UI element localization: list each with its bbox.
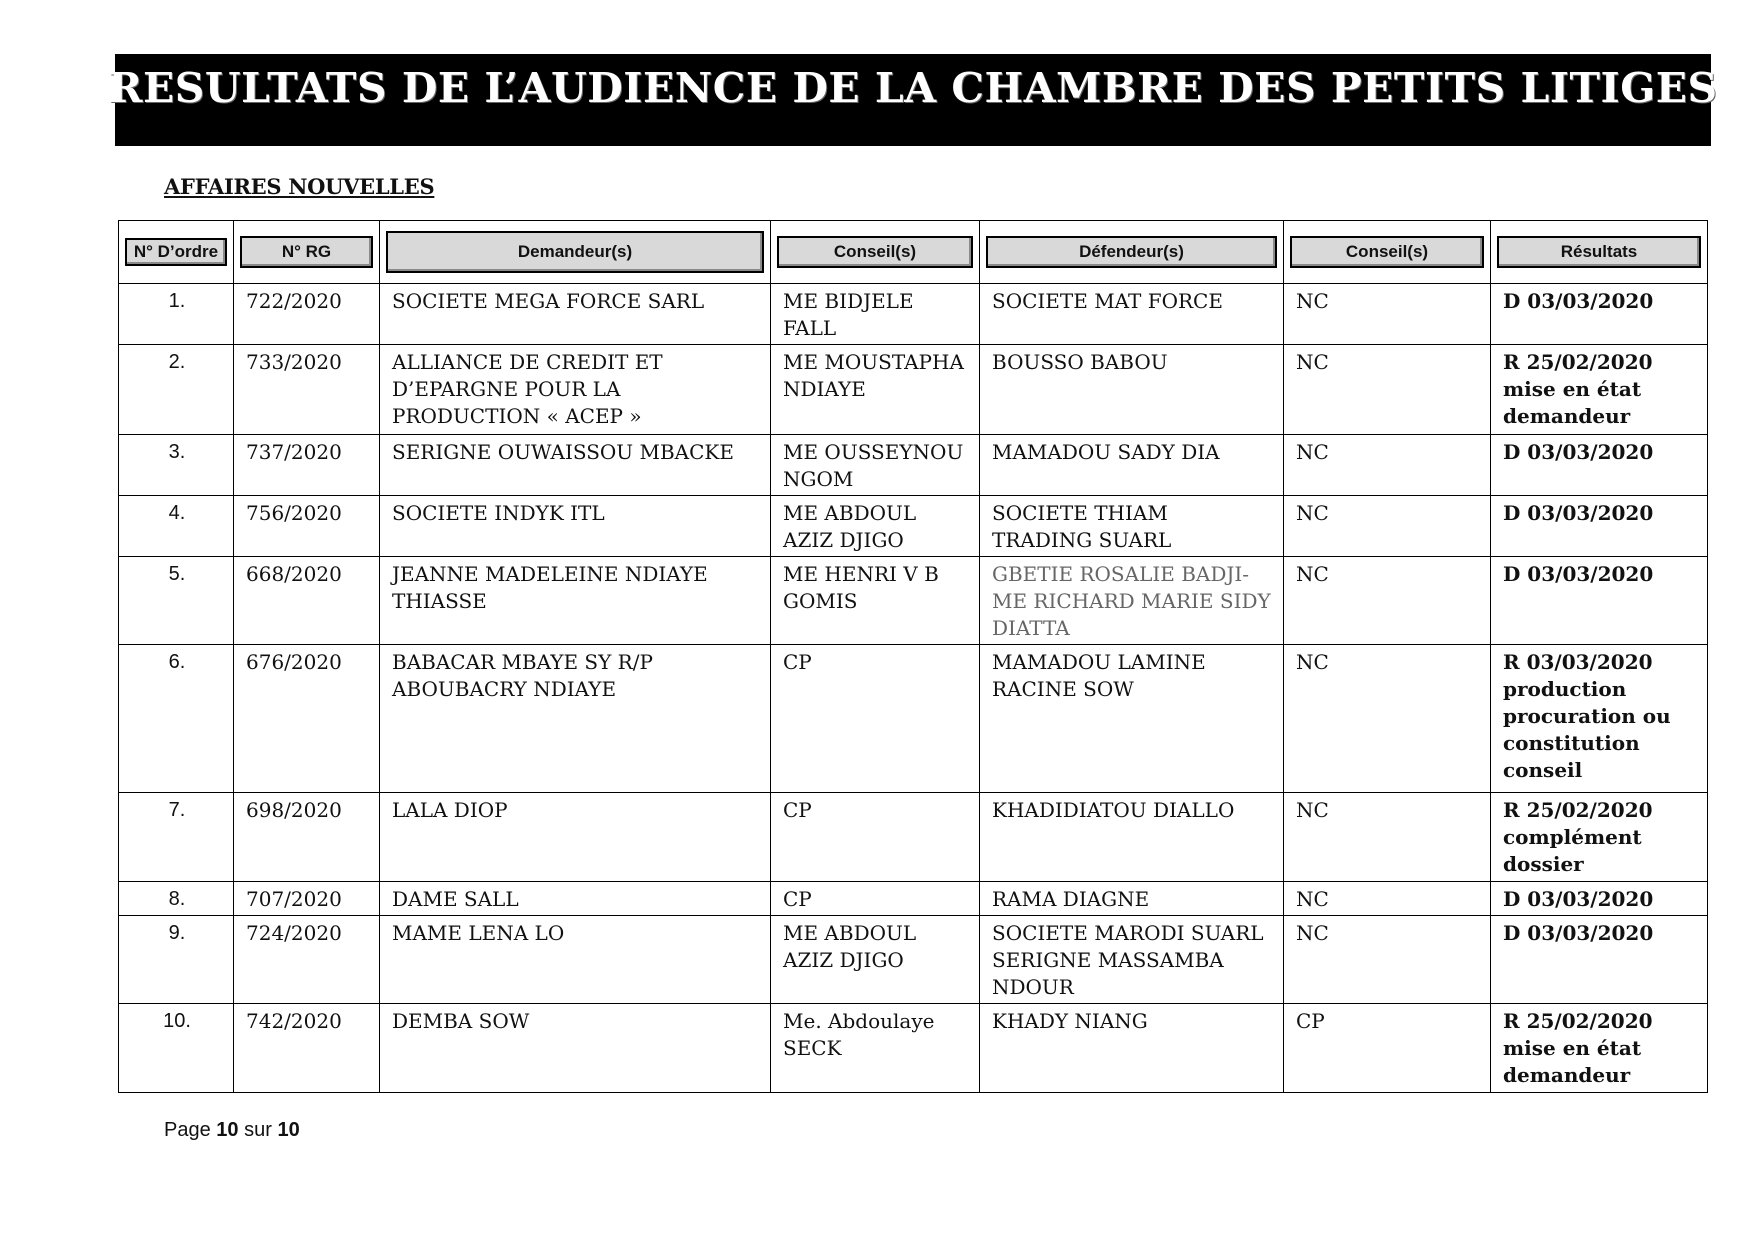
header-rg-cell	[234, 221, 380, 284]
cell-resultat: D 03/03/2020	[1491, 916, 1708, 1004]
cell-demandeur: JEANNE MADELEINE NDIAYE THIASSE	[380, 557, 771, 645]
cell-rg: 733/2020	[234, 345, 380, 435]
table-row	[119, 1004, 1708, 1093]
results-table	[118, 220, 1708, 1093]
cell-defendeur: MAMADOU SADY DIA	[980, 435, 1284, 496]
cell-conseil: ME ABDOUL AZIZ DJIGO	[771, 496, 980, 557]
cell-conseil: CP	[771, 645, 980, 793]
cell-resultat: D 03/03/2020	[1491, 435, 1708, 496]
cell-conseil: ME OUSSEYNOU NGOM	[771, 435, 980, 496]
header-defendeur: Défendeur(s)	[986, 236, 1277, 268]
cell-rg: 737/2020	[234, 435, 380, 496]
table-row	[119, 793, 1708, 882]
cell-resultat: R 25/02/2020 mise en état demandeur	[1491, 345, 1708, 435]
header-conseil1-cell	[771, 221, 980, 284]
table-row	[119, 435, 1708, 496]
cell-resultat: R 25/02/2020 mise en état demandeur	[1491, 1004, 1708, 1093]
cell-conseil-defendeur: NC	[1284, 793, 1491, 882]
cell-resultat: D 03/03/2020	[1491, 284, 1708, 345]
cell-conseil-defendeur: NC	[1284, 916, 1491, 1004]
cell-ordre: 5.	[119, 557, 234, 645]
table-row	[119, 345, 1708, 435]
footer-prefix: Page	[164, 1119, 211, 1141]
header-resultats-cell	[1491, 221, 1708, 284]
table-row	[119, 882, 1708, 916]
cell-ordre: 9.	[119, 916, 234, 1004]
cell-conseil-defendeur: NC	[1284, 882, 1491, 916]
cell-demandeur: SERIGNE OUWAISSOU MBACKE	[380, 435, 771, 496]
cell-defendeur	[980, 916, 1284, 1004]
cell-demandeur: DAME SALL	[380, 882, 771, 916]
cell-defendeur: MAMADOU LAMINE RACINE SOW	[980, 645, 1284, 793]
section-heading: AFFAIRES NOUVELLES	[164, 174, 435, 199]
cell-demandeur: SOCIETE MEGA FORCE SARL	[380, 284, 771, 345]
cell-defendeur: KHADY NIANG	[980, 1004, 1284, 1093]
cell-conseil: Me. Abdoulaye SECK	[771, 1004, 980, 1093]
cell-resultat: D 03/03/2020	[1491, 496, 1708, 557]
footer-middle: sur	[244, 1119, 272, 1141]
cell-resultat: D 03/03/2020	[1491, 557, 1708, 645]
table-row	[119, 645, 1708, 793]
table-row	[119, 496, 1708, 557]
cell-ordre: 4.	[119, 496, 234, 557]
header-ordre: N° D’ordre	[125, 238, 227, 266]
header-demandeur: Demandeur(s)	[386, 231, 764, 273]
page-footer	[164, 1119, 300, 1142]
footer-total-pages: 10	[277, 1119, 300, 1141]
cell-ordre: 10.	[119, 1004, 234, 1093]
defendeur-line: SERIGNE MASSAMBA NDOUR	[992, 948, 1224, 999]
cell-rg: 742/2020	[234, 1004, 380, 1093]
cell-conseil: CP	[771, 882, 980, 916]
cell-rg: 668/2020	[234, 557, 380, 645]
cell-rg: 707/2020	[234, 882, 380, 916]
cell-conseil: ME HENRI V B GOMIS	[771, 557, 980, 645]
cell-resultat: R 03/03/2020 production procuration ou constitution conseil	[1491, 645, 1708, 793]
cell-rg: 756/2020	[234, 496, 380, 557]
cell-conseil-defendeur: NC	[1284, 345, 1491, 435]
cell-conseil-defendeur: NC	[1284, 496, 1491, 557]
cell-ordre: 7.	[119, 793, 234, 882]
cell-ordre: 6.	[119, 645, 234, 793]
table-row	[119, 916, 1708, 1004]
page-title: RESULTATS DE L’AUDIENCE DE LA CHAMBRE DES PETITS LITIGES	[108, 64, 1718, 112]
title-banner	[108, 54, 1718, 146]
cell-demandeur: MAME LENA LO	[380, 916, 771, 1004]
cell-defendeur: RAMA DIAGNE	[980, 882, 1284, 916]
cell-demandeur: SOCIETE INDYK ITL	[380, 496, 771, 557]
cell-conseil: CP	[771, 793, 980, 882]
cell-defendeur: KHADIDIATOU DIALLO	[980, 793, 1284, 882]
cell-rg: 676/2020	[234, 645, 380, 793]
header-conseil2-cell	[1284, 221, 1491, 284]
cell-ordre: 3.	[119, 435, 234, 496]
cell-rg: 724/2020	[234, 916, 380, 1004]
cell-resultat: D 03/03/2020	[1491, 882, 1708, 916]
cell-defendeur: SOCIETE MAT FORCE	[980, 284, 1284, 345]
cell-rg: 698/2020	[234, 793, 380, 882]
table-row	[119, 557, 1708, 645]
cell-conseil-defendeur: NC	[1284, 284, 1491, 345]
cell-defendeur: GBETIE ROSALIE BADJI-ME RICHARD MARIE SIDY DIATTA	[980, 557, 1284, 645]
header-rg: N° RG	[240, 236, 373, 268]
cell-demandeur: ALLIANCE DE CREDIT ET D’EPARGNE POUR LA PRODUCTION « ACEP »	[380, 345, 771, 435]
header-conseil1: Conseil(s)	[777, 236, 973, 268]
cell-rg: 722/2020	[234, 284, 380, 345]
header-demandeur-cell	[380, 221, 771, 284]
cell-conseil: ME BIDJELE FALL	[771, 284, 980, 345]
cell-conseil-defendeur: NC	[1284, 645, 1491, 793]
cell-conseil: ME MOUSTAPHA NDIAYE	[771, 345, 980, 435]
header-defendeur-cell	[980, 221, 1284, 284]
cell-ordre: 8.	[119, 882, 234, 916]
cell-ordre: 1.	[119, 284, 234, 345]
cell-demandeur: LALA DIOP	[380, 793, 771, 882]
cell-demandeur: BABACAR MBAYE SY R/P ABOUBACRY NDIAYE	[380, 645, 771, 793]
cell-conseil: ME ABDOUL AZIZ DJIGO	[771, 916, 980, 1004]
cell-conseil-defendeur: CP	[1284, 1004, 1491, 1093]
cell-demandeur: DEMBA SOW	[380, 1004, 771, 1093]
footer-current-page: 10	[216, 1119, 239, 1141]
header-conseil2: Conseil(s)	[1290, 236, 1484, 268]
table-header-row	[119, 221, 1708, 284]
cell-defendeur: BOUSSO BABOU	[980, 345, 1284, 435]
defendeur-line: SOCIETE MARODI SUARL	[992, 921, 1264, 945]
header-ordre-cell	[119, 221, 234, 284]
header-resultats: Résultats	[1497, 236, 1701, 268]
cell-conseil-defendeur: NC	[1284, 557, 1491, 645]
cell-defendeur: SOCIETE THIAM TRADING SUARL	[980, 496, 1284, 557]
cell-resultat: R 25/02/2020 complément dossier	[1491, 793, 1708, 882]
table-row	[119, 284, 1708, 345]
cell-ordre: 2.	[119, 345, 234, 435]
cell-conseil-defendeur: NC	[1284, 435, 1491, 496]
